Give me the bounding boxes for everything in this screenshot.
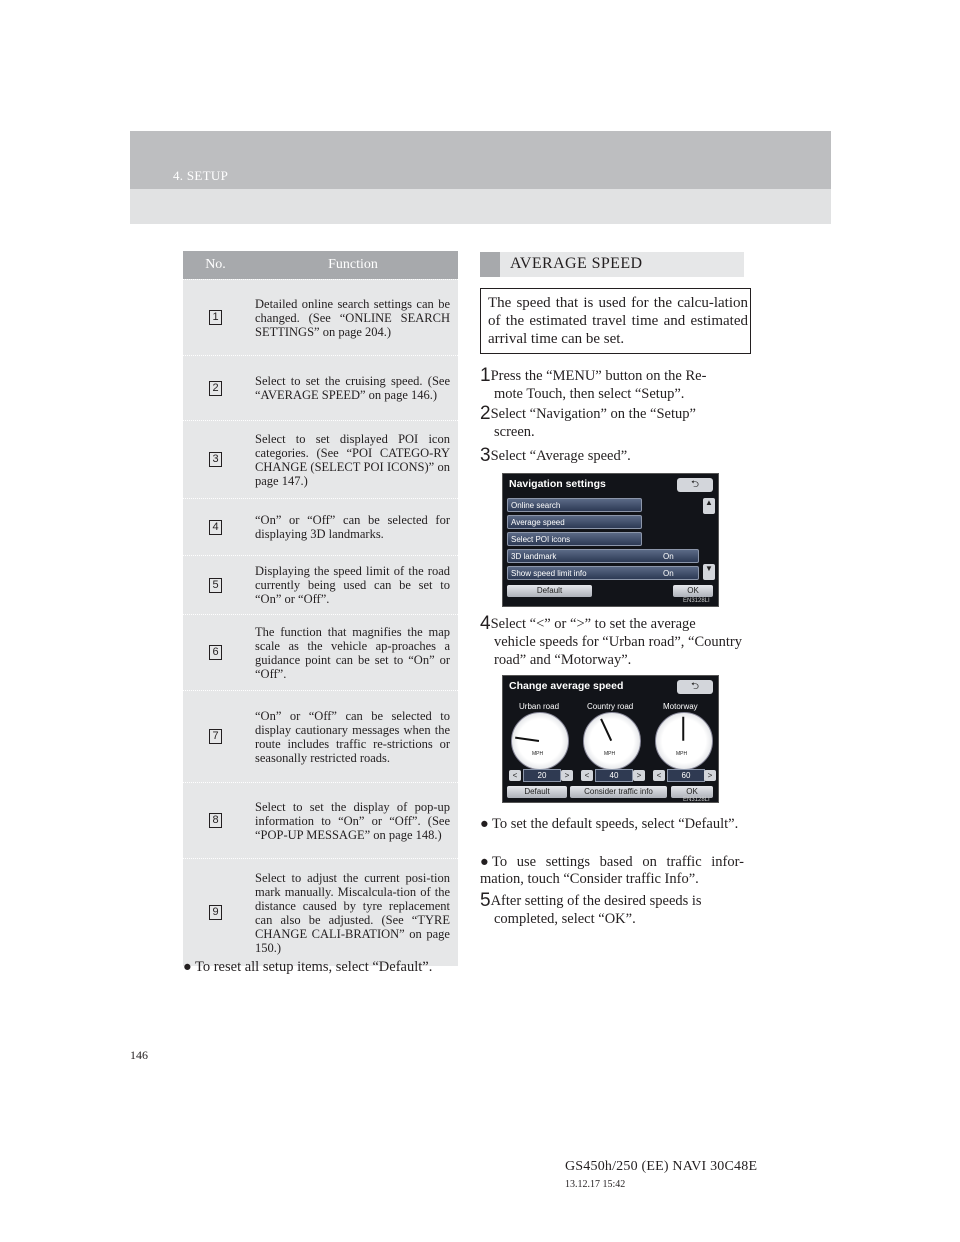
row-function: “On” or “Off” can be selected for displaying 3D landmarks. xyxy=(255,513,450,541)
motorway-speed-gauge xyxy=(655,712,713,770)
section-title: AVERAGE SPEED xyxy=(510,255,643,272)
country-increase-button[interactable]: > xyxy=(633,770,645,781)
default-button[interactable]: Default xyxy=(507,786,567,798)
speed-limit-value: On xyxy=(663,569,674,578)
urban-increase-button[interactable]: > xyxy=(561,770,573,781)
image-code: EN3128LI xyxy=(683,598,710,604)
header-subbar xyxy=(130,189,831,224)
step-2: 2Select “Navigation” on the “Setup” screen. xyxy=(480,403,696,440)
row-function: Detailed online search settings can be changed. (See “ONLINE SEARCH SETTINGS” on page 204.) xyxy=(255,296,450,339)
menu-item-select-poi-icons[interactable]: Select POI icons xyxy=(507,532,642,546)
scroll-down-button[interactable]: ▼ xyxy=(703,564,715,580)
table-row xyxy=(183,279,458,355)
urban-road-label: Urban road xyxy=(519,702,560,711)
landmark-value: On xyxy=(663,552,674,561)
table-row xyxy=(183,555,458,614)
row-function: Select to adjust the current posi-tion mark manually. Miscalcula-tion of the distance caused by tyre replacement can also be adjusted. (See “TYRE CHANGE CALI-BRATION” on page 150.) xyxy=(255,870,450,955)
step-number: 2 xyxy=(480,403,491,424)
section-header: 4. SETUP xyxy=(173,168,229,183)
row-function: Select to set displayed POI icon categories. (See “POI CATEGO-RY CHANGE (SELECT POI ICONS)” on page 147.) xyxy=(255,431,450,488)
bullet-icon: ● xyxy=(480,816,489,832)
step-number: 5 xyxy=(480,890,491,911)
country-speed-value: 40 xyxy=(595,769,633,782)
col-no-header: No. xyxy=(205,257,226,272)
gauge-needle xyxy=(515,737,539,742)
scroll-up-button[interactable]: ▲ xyxy=(703,498,715,514)
ok-button[interactable]: OK xyxy=(671,786,713,798)
country-speed-gauge xyxy=(583,712,641,770)
row-number: 3 xyxy=(209,452,222,467)
menu-item-speed-limit[interactable]: Show speed limit info xyxy=(507,566,699,580)
page-number: 146 xyxy=(130,1048,148,1062)
row-function: Displaying the speed limit of the road currently being used can be set to “On” or “Off”. xyxy=(255,564,450,606)
row-function: The function that magnifies the map scale as the vehicle ap-proaches a guidance point can be set to “On” or “Off”. xyxy=(255,624,450,681)
row-function: Select to set the display of pop-up information to “On” or “Off”. (See “POP-UP MESSAGE” on page 148.) xyxy=(255,799,450,842)
function-table xyxy=(183,251,458,966)
consider-traffic-info-button[interactable]: Consider traffic info xyxy=(570,786,667,798)
step-3: 3Select “Average speed”. xyxy=(480,445,631,466)
table-row xyxy=(183,614,458,690)
row-number: 7 xyxy=(209,729,222,744)
row-function: “On” or “Off” can be selected to display cautionary messages when the route includes traffic re-strictions or seasonally restricted roads. xyxy=(255,708,450,765)
back-button[interactable]: ⮌ xyxy=(677,680,713,694)
back-button[interactable]: ⮌ xyxy=(677,478,713,492)
navigation-settings-screen xyxy=(502,473,719,607)
step-1: 1Press the “MENU” button on the Re- mote Touch, then select “Setup”. xyxy=(480,365,707,402)
row-number: 1 xyxy=(209,310,222,325)
menu-item-3d-landmark[interactable]: 3D landmark xyxy=(507,549,699,563)
table-row xyxy=(183,498,458,555)
footer-model: GS450h/250 (EE) NAVI 30C48E xyxy=(565,1159,758,1174)
row-number: 2 xyxy=(209,381,222,396)
table-row xyxy=(183,782,458,858)
header-bar xyxy=(130,131,831,189)
motorway-label: Motorway xyxy=(663,702,698,711)
step-5: 5After setting of the desired speeds is completed, select “OK”. xyxy=(480,890,702,927)
change-average-speed-screen xyxy=(502,675,719,803)
image-code: EN3128LI xyxy=(683,797,710,803)
col-function-header: Function xyxy=(328,257,378,272)
row-number: 5 xyxy=(209,578,222,593)
country-road-label: Country road xyxy=(587,702,634,711)
table-row xyxy=(183,858,458,966)
table-row xyxy=(183,355,458,420)
bullet-traffic-info: ● To use settings based on traffic infor-mation, touch “Consider traffic Info”. xyxy=(480,854,744,887)
bullet-default-speeds: ● To set the default speeds, select “Default”. xyxy=(480,816,739,832)
row-number: 9 xyxy=(209,905,222,920)
gauge-needle xyxy=(682,717,684,741)
country-decrease-button[interactable]: < xyxy=(581,770,593,781)
table-row xyxy=(183,690,458,782)
screen-title: Navigation settings xyxy=(509,478,606,490)
row-number: 6 xyxy=(209,645,222,660)
table-row xyxy=(183,420,458,498)
row-number: 8 xyxy=(209,813,222,828)
row-function: Select to set the cruising speed. (See “AVERAGE SPEED” on page 146.) xyxy=(255,374,450,402)
menu-item-online-search[interactable]: Online search xyxy=(507,498,642,512)
motorway-increase-button[interactable]: > xyxy=(704,770,716,781)
ok-button[interactable]: OK xyxy=(673,585,713,597)
menu-item-average-speed[interactable]: Average speed xyxy=(507,515,642,529)
bullet-icon: ● xyxy=(480,854,489,870)
urban-decrease-button[interactable]: < xyxy=(509,770,521,781)
info-box: The speed that is used for the calcu-lation of the estimated travel time and estimated arrival time can be set. xyxy=(480,288,751,354)
section-marker xyxy=(480,252,500,277)
footer-date: 13.12.17 15:42 xyxy=(565,1179,626,1190)
bullet-icon: ● xyxy=(183,959,192,975)
gauge-unit: MPH xyxy=(676,751,688,757)
section-heading xyxy=(480,252,744,277)
table-header xyxy=(183,251,458,279)
motorway-speed-value: 60 xyxy=(667,769,705,782)
step-4: 4Select “<” or “>” to set the average vehicle speeds for “Urban road”, “Country road” and “Motorway”. xyxy=(480,613,743,668)
motorway-decrease-button[interactable]: < xyxy=(653,770,665,781)
gauge-needle xyxy=(600,719,612,741)
step-number: 4 xyxy=(480,613,491,634)
gauge-unit: MPH xyxy=(604,751,616,757)
urban-speed-gauge xyxy=(511,712,569,770)
screen-title: Change average speed xyxy=(509,680,624,692)
step-number: 1 xyxy=(480,365,491,386)
left-note-text: To reset all setup items, select “Default”. xyxy=(195,959,433,975)
row-number: 4 xyxy=(209,520,222,535)
step-number: 3 xyxy=(480,445,491,466)
gauge-unit: MPH xyxy=(532,751,544,757)
urban-speed-value: 20 xyxy=(523,769,561,782)
default-button[interactable]: Default xyxy=(507,585,592,597)
left-note xyxy=(183,959,458,976)
